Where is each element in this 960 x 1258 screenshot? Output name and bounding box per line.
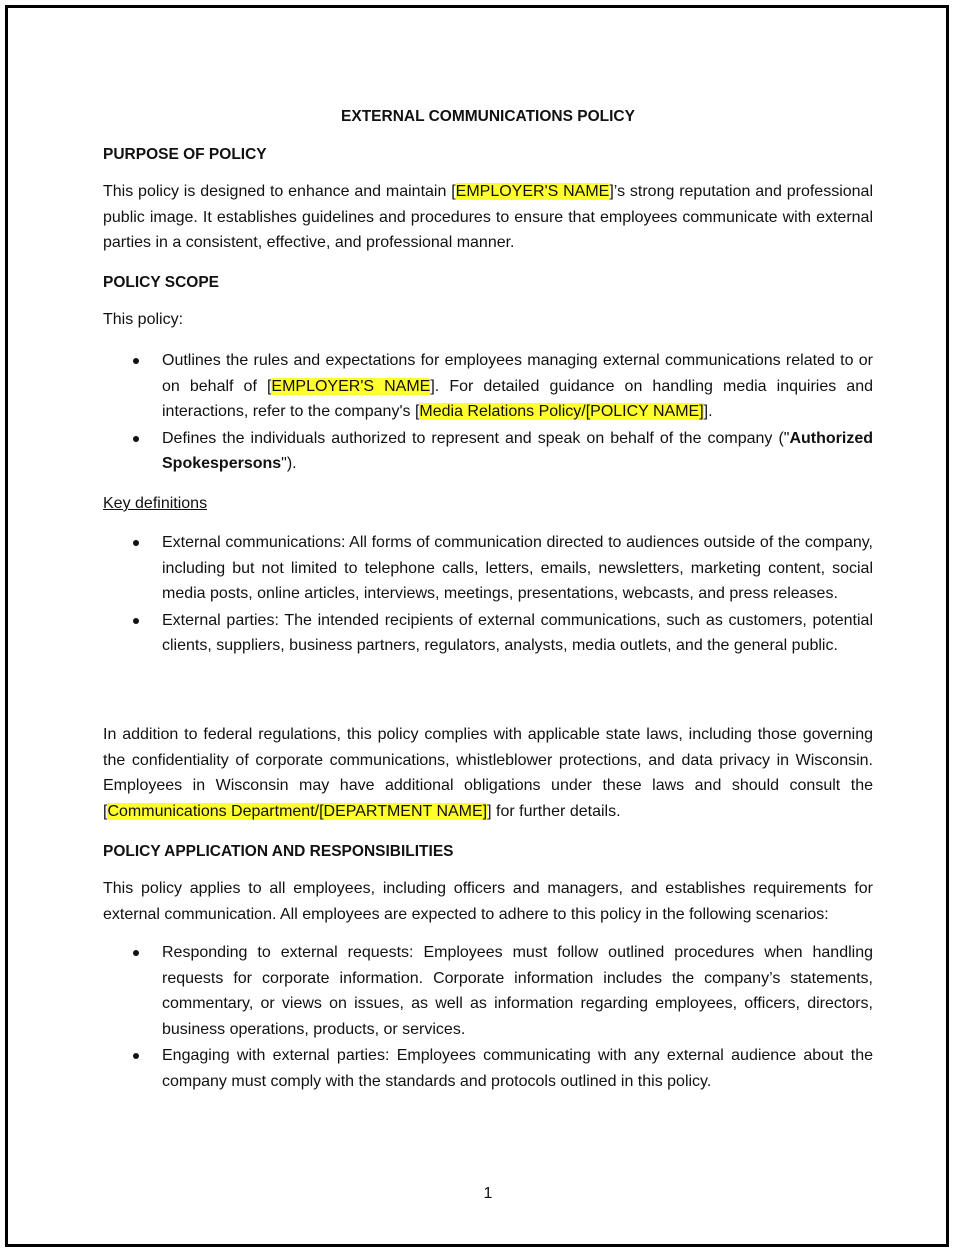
scope-intro: This policy:: [103, 311, 184, 328]
list-item: [103, 530, 873, 607]
list-item: [103, 348, 873, 425]
scope-bullet-1-text-2: ]. For detailed guidance on handling media inquiries and interactions, refer to the company's [: [162, 377, 874, 420]
bullet-icon: [133, 358, 139, 364]
scope-heading: POLICY SCOPE: [103, 274, 219, 291]
scope-bullet-2-text-2: ").: [281, 455, 297, 472]
definition-external-parties: External parties: The intended recipients of external communications, such as customers, potential clients, suppliers, business partners, regulators, analysts, media outlets, and the general public.: [162, 611, 873, 654]
compliance-paragraph: [103, 722, 873, 824]
purpose-heading: PURPOSE OF POLICY: [103, 146, 267, 163]
employer-name-placeholder: EMPLOYER'S NAME: [455, 183, 610, 200]
purpose-text-1: This policy is designed to enhance and maintain [: [103, 183, 456, 200]
definition-external-communications: External communications: All forms of communication directed to audiences outside of the company, including but not limited to telephone calls, letters, emails, newsletters, marketing content, social media posts, online articles, interviews, meetings, presentations, webcasts, and press releases.: [162, 534, 873, 602]
application-intro: This policy applies to all employees, including officers and managers, and establishes requirements for external communication. All employees are expected to adhere to this policy in the following scenarios:: [103, 880, 873, 923]
scope-bullet-1-text-1: Outlines the rules and expectations for employees managing external communications related to or on behalf of [: [162, 352, 873, 395]
authorized-spokespersons-term: Authorized Spokespersons: [162, 429, 873, 472]
application-item-external-requests: Responding to external requests: Employees must follow outlined procedures when handling requests for corporate information. Corporate information includes the company’s statements, commentary, or views on issues, as well as information regarding employees, officers, directors, business operations, products, or services.: [162, 944, 873, 1038]
document-page: [5, 5, 949, 1247]
definitions-heading: Key definitions: [103, 495, 208, 512]
bullet-icon: [133, 436, 139, 442]
employer-name-placeholder: EMPLOYER'S NAME: [271, 377, 431, 395]
list-item: [103, 940, 873, 1042]
compliance-text-2: ] for further details.: [487, 802, 621, 820]
page-number: 1: [483, 1185, 493, 1202]
list-item: [103, 608, 873, 659]
compliance-text-1: In addition to federal regulations, this policy complies with applicable state laws, including those governing the confidentiality of corporate communications, whistleblower protections, and data privacy in Wisconsin. Employees in Wisconsin may have additional obligations under these laws and should consult the [: [103, 726, 873, 820]
application-list: [103, 940, 873, 1095]
policy-name-placeholder: Media Relations Policy/[POLICY NAME]: [419, 403, 704, 420]
bullet-icon: [133, 1053, 139, 1059]
application-item-external-parties: Engaging with external parties: Employees communicating with any external audience about the company must comply with the standards and protocols outlined in this policy.: [162, 1047, 873, 1090]
bullet-icon: [133, 540, 139, 546]
scope-list: [103, 348, 873, 478]
department-name-placeholder: Communications Department/[DEPARTMENT NAME]: [107, 802, 488, 820]
definitions-list: [103, 530, 873, 660]
bullet-icon: [133, 618, 139, 624]
scope-bullet-2-text-1: Defines the individuals authorized to represent and speak on behalf of the company (": [162, 429, 790, 447]
scope-bullet-1-text-3: ].: [703, 403, 713, 420]
document-title: EXTERNAL COMMUNICATIONS POLICY: [341, 108, 635, 125]
list-item: [103, 426, 873, 477]
application-heading: POLICY APPLICATION AND RESPONSIBILITIES: [103, 843, 454, 860]
list-item: [103, 1043, 873, 1094]
purpose-paragraph: [103, 179, 873, 256]
purpose-text-2: ]’s strong reputation and professional public image. It establishes guidelines and procedures to ensure that employees communicate with external parties in a consistent, effective, and professional manner.: [103, 183, 874, 251]
bullet-icon: [133, 950, 139, 956]
